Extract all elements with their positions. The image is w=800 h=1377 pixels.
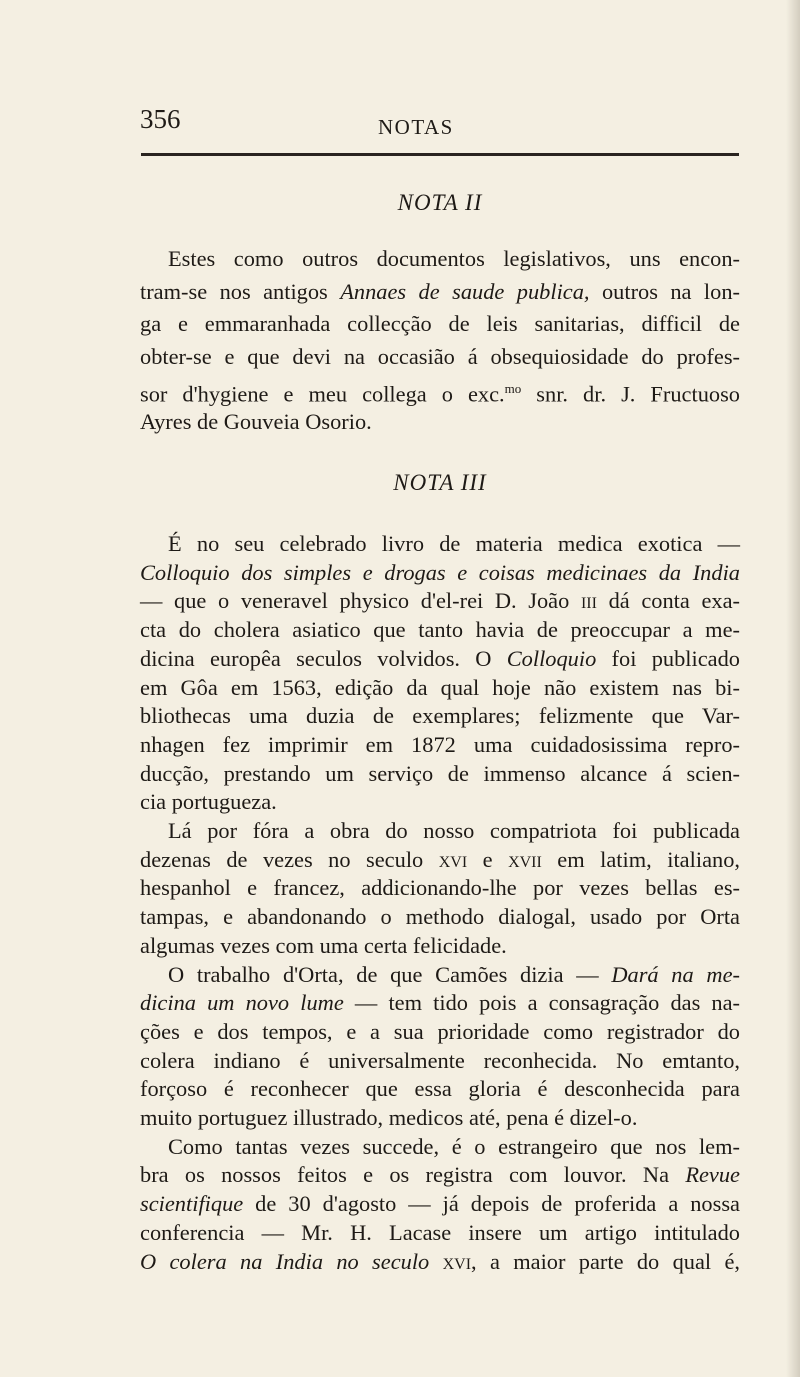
text-line: algumas vezes com uma certa felicidade. — [140, 932, 507, 958]
text-line: bliothecas uma duzia de exemplares; felizmente que Var- — [140, 703, 740, 729]
text-line: cta do cholera asiatico que tanto havia de preoccupar a me- — [140, 617, 740, 643]
text-line: O trabalho d'Orta, de que Camões dizia — Dará na me- — [168, 961, 740, 987]
text-line: ga e emmaranhada collecção de leis sanitarias, difficil de — [140, 311, 740, 336]
text-line: ções e dos tempos, e a sua prioridade como registrador do — [140, 1018, 740, 1044]
note-3-title: NOTA III — [393, 470, 487, 495]
text-line: nhagen fez imprimir em 1872 uma cuidadosissima repro- — [140, 731, 740, 757]
text-line: colera indiano é universalmente reconhecida. No emtanto, — [140, 1047, 740, 1073]
text-line: Colloquio dos simples e drogas e coisas medicinaes da India — [140, 559, 740, 585]
page-number: 356 — [140, 104, 181, 134]
text-line: conferencia — Mr. H. Lacase insere um artigo intitulado — [140, 1219, 740, 1245]
text-line: ducção, prestando um serviço de immenso alcance á scien- — [140, 760, 740, 786]
text-line: dezenas de vezes no seculo xvi e xvii em latim, italiano, — [140, 846, 740, 872]
text-line: forçoso é reconhecer que essa gloria é desconhecida para — [140, 1076, 740, 1102]
text-line: Ayres de Gouveia Osorio. — [140, 408, 372, 434]
text-line: bra os nossos feitos e os registra com louvor. Na Revue — [140, 1162, 740, 1188]
text-line: É no seu celebrado livro de materia medica exotica — — [168, 531, 740, 556]
text-line: dicina um novo lume — tem tido pois a consagração das na- — [140, 990, 741, 1016]
text-line: tram-se nos antigos Annaes de saude publica, outros na lon- — [140, 278, 740, 304]
text-line: O colera na India no seculo xvi, a maior parte do qual é, — [140, 1248, 740, 1274]
header-rule — [141, 153, 739, 156]
text-line: Lá por fóra a obra do nosso compatriota foi publicada — [168, 818, 740, 843]
text-line: em Gôa em 1563, edição da qual hoje não existem nas bi- — [140, 674, 740, 700]
text-line: tampas, e abandonando o methodo dialogal, usado por Orta — [140, 904, 740, 930]
text-line: — que o veneravel physico d'el-rei D. João iii dá conta exa- — [140, 588, 740, 614]
text-line: dicina europêa seculos volvidos. O Colloquio foi publicado — [140, 645, 740, 671]
text-line: Como tantas vezes succede, é o estrangeiro que nos lem- — [168, 1133, 740, 1159]
running-head: NOTAS — [378, 115, 454, 139]
text-line: scientifique de 30 d'agosto — já depois de proferida a nossa — [140, 1191, 740, 1217]
page-edge-shadow — [786, 0, 800, 1377]
text-line: obter-se e que devi na occasião á obsequiosidade do profes- — [140, 343, 740, 369]
page-header — [140, 104, 740, 144]
text-line: hespanhol e francez, addicionando-lhe por vezes bellas es- — [140, 875, 740, 901]
text-line: cia portugueza. — [140, 789, 277, 815]
note-2-title: NOTA II — [397, 190, 483, 215]
text-line: Estes como outros documentos legislativos, uns encon- — [168, 246, 740, 271]
text-line: sor d'hygiene e meu collega o exc.$^{mo}$ snr. dr. J. Fructuoso — [140, 381, 740, 407]
text-line: muito portuguez illustrado, medicos até, pena é dizel-o. — [140, 1105, 638, 1130]
